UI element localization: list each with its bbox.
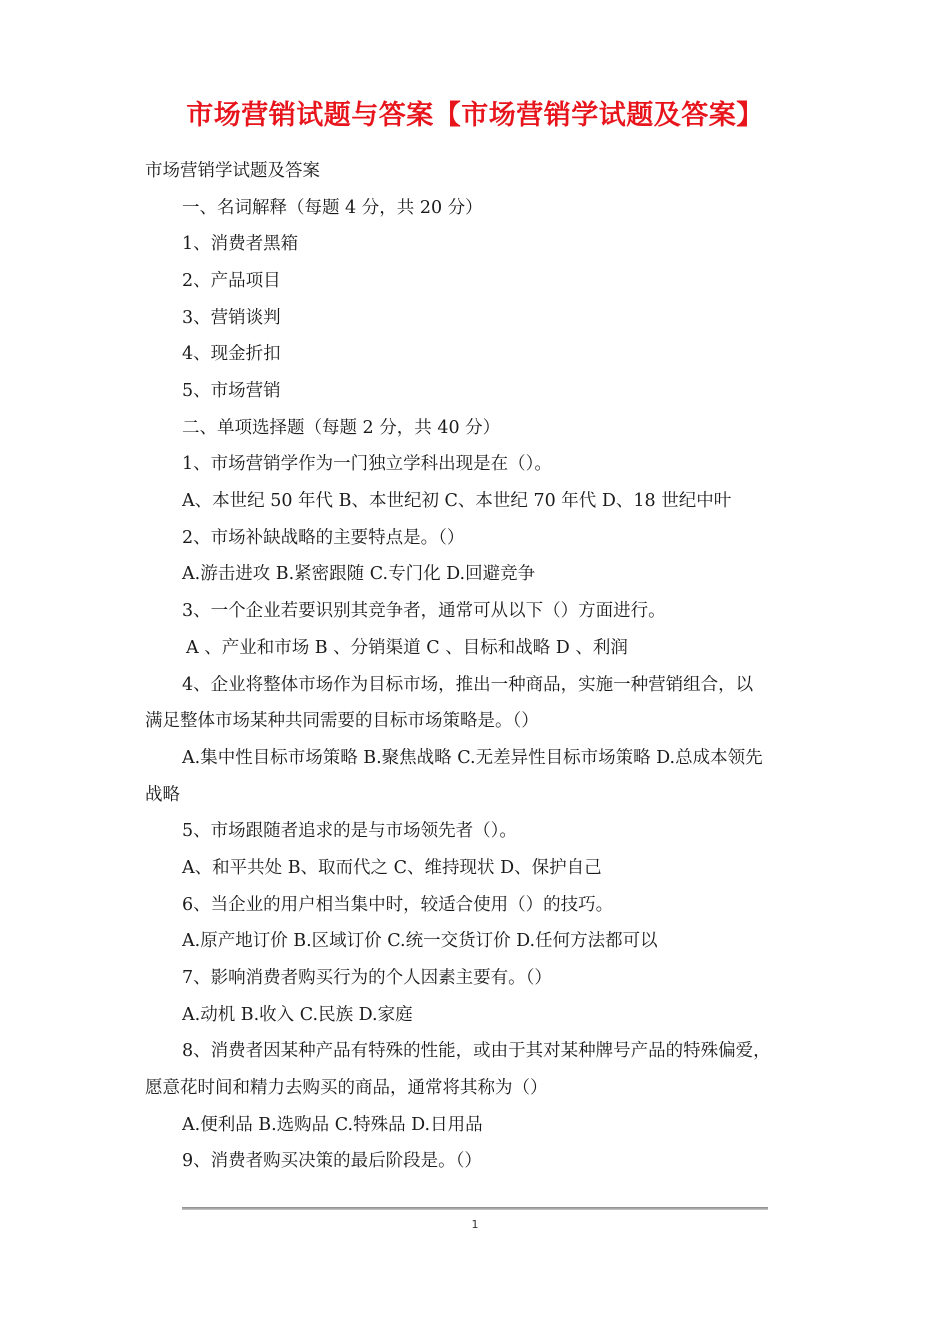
question-text: 9、消费者购买决策的最后阶段是。（）	[182, 1151, 482, 1171]
question-options: A.集中性目标市场策略 B.聚焦战略 C.无差异性目标市场策略 D.总成本领先	[182, 748, 763, 768]
question-options-cont: 战略	[145, 785, 180, 805]
question-text: 5、市场跟随者追求的是与市场领先者（）。	[182, 821, 517, 841]
question-options: A.便利品 B.选购品 C.特殊品 D.日用品	[182, 1115, 483, 1135]
question-options: A.动机 B.收入 C.民族 D.家庭	[182, 1005, 413, 1025]
footer-divider	[182, 1207, 768, 1210]
section-heading: 二、单项选择题（每题 2 分，共 40 分）	[182, 418, 501, 438]
term-item: 5、市场营销	[182, 381, 281, 401]
question-options: A.游击进攻 B.紧密跟随 C.专门化 D.回避竞争	[182, 564, 536, 584]
question-text: 2、市场补缺战略的主要特点是。（）	[182, 528, 465, 548]
question-text: 4、企业将整体市场作为目标市场，推出一种商品，实施一种营销组合，以	[182, 675, 754, 695]
question-text: 8、消费者因某种产品有特殊的性能，或由于其对某种牌号产品的特殊偏爱，	[182, 1041, 771, 1061]
question-options: A.原产地订价 B.区域订价 C.统一交货订价 D.任何方法都可以	[182, 931, 658, 951]
section-heading: 一、名词解释（每题 4 分，共 20 分）	[182, 198, 483, 218]
term-item: 3、营销谈判	[182, 308, 281, 328]
question-options: A 、产业和市场 B 、分销渠道 C 、目标和战略 D 、利润	[186, 638, 628, 658]
question-text: 1、市场营销学作为一门独立学科出现是在（）。	[182, 454, 552, 474]
question-options: A、本世纪 50 年代 B、本世纪初 C、本世纪 70 年代 D、18 世纪中叶	[182, 491, 732, 511]
question-text: 7、影响消费者购买行为的个人因素主要有。（）	[182, 968, 552, 988]
question-text-cont: 愿意花时间和精力去购买的商品，通常将其称为（）	[145, 1078, 548, 1098]
question-text: 3、一个企业若要识别其竞争者，通常可从以下（）方面进行。	[182, 601, 666, 621]
term-item: 2、产品项目	[182, 271, 281, 291]
page-title: 市场营销试题与答案【市场营销学试题及答案】	[186, 100, 764, 131]
term-item: 4、现金折扣	[182, 344, 281, 364]
question-text-cont: 满足整体市场某种共同需要的目标市场策略是。（）	[145, 711, 539, 731]
question-options: A、和平共处 B、取而代之 C、维持现状 D、保护自己	[182, 858, 602, 878]
page-number: 1	[471, 1218, 479, 1231]
doc-subtitle: 市场营销学试题及答案	[145, 161, 320, 181]
term-item: 1、消费者黑箱	[182, 234, 299, 254]
question-text: 6、当企业的用户相当集中时，较适合使用（）的技巧。	[182, 895, 614, 915]
